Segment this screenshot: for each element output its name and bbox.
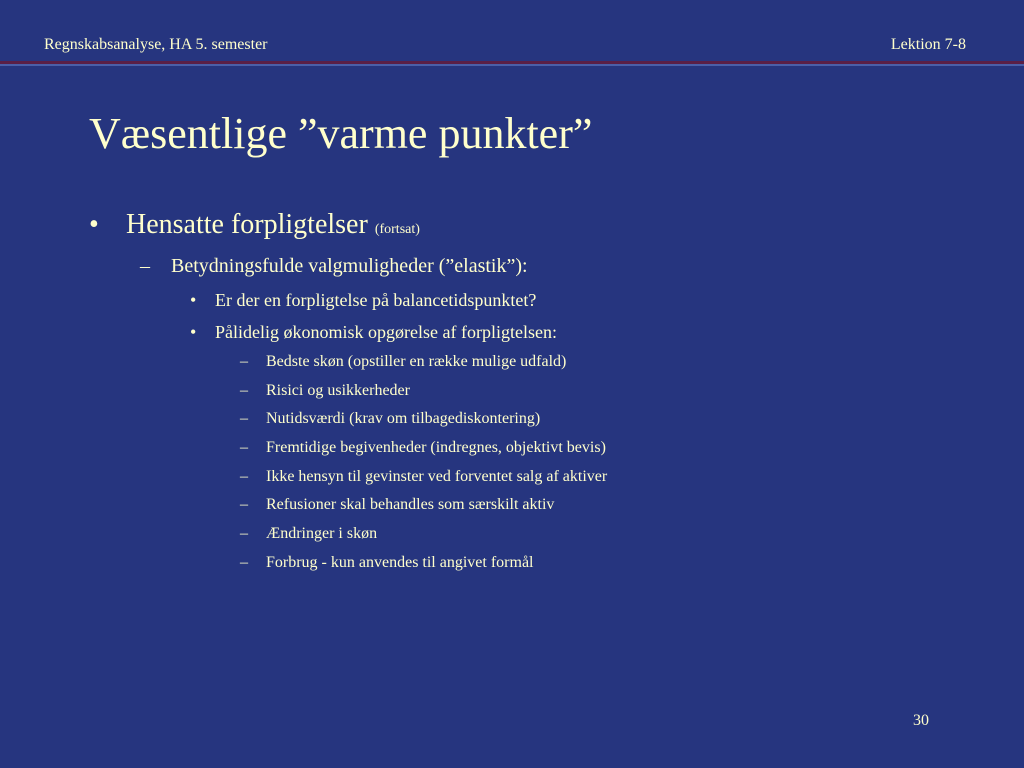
dash-marker: – [240,468,248,485]
slide-header [0,35,1024,57]
dash-marker: – [240,382,248,399]
bullet-level1-note: (fortsat) [374,222,420,237]
bullet-marker: • [190,322,197,342]
bullet-level4-text: Fremtidige begivenheder (indregnes, objektivt bevis) [266,439,606,456]
course-title: Regnskabsanalyse, HA 5. semester [44,36,268,53]
bullet-level4-text: Risici og usikkerheder [266,382,410,399]
dash-marker: – [240,439,248,456]
dash-marker: – [240,525,248,542]
bullet-level1-text: Hensatte forpligtelser [126,209,368,240]
bullet-level2-text: Betydningsfulde valgmuligheder (”elastik”): [171,255,528,277]
dash-marker: – [240,410,248,427]
bullet-level4-text: Refusioner skal behandles som særskilt aktiv [266,496,555,513]
bullet-level3-text: Er der en forpligtelse på balancetidspunktet? [215,290,537,310]
bullet-level4-text: Forbrug - kun anvendes til angivet formål [266,554,534,571]
lesson-label: Lektion 7-8 [890,36,966,53]
bullet-level4-text: Bedste skøn (opstiller en række mulige udfald) [266,353,567,370]
dash-marker: – [140,255,150,277]
dash-marker: – [240,353,248,370]
bullet-marker: • [89,209,99,240]
dash-marker: – [240,496,248,513]
page-number: 30 [913,712,929,729]
bullet-level1-text-group [126,208,420,247]
bullet-level4-text: Ikke hensyn til gevinster ved forventet salg af aktiver [266,468,608,485]
dash-marker: – [240,554,248,571]
slide-title: Væsentlige ”varme punkter” [89,109,593,158]
bullet-level3-text: Pålidelig økonomisk opgørelse af forpligtelsen: [215,322,557,342]
bullet-level4-text: Ændringer i skøn [266,525,378,542]
bullet-level4-text: Nutidsværdi (krav om tilbagediskontering) [266,410,541,427]
bullet-marker: • [190,290,197,310]
header-divider-highlight [0,64,1024,66]
